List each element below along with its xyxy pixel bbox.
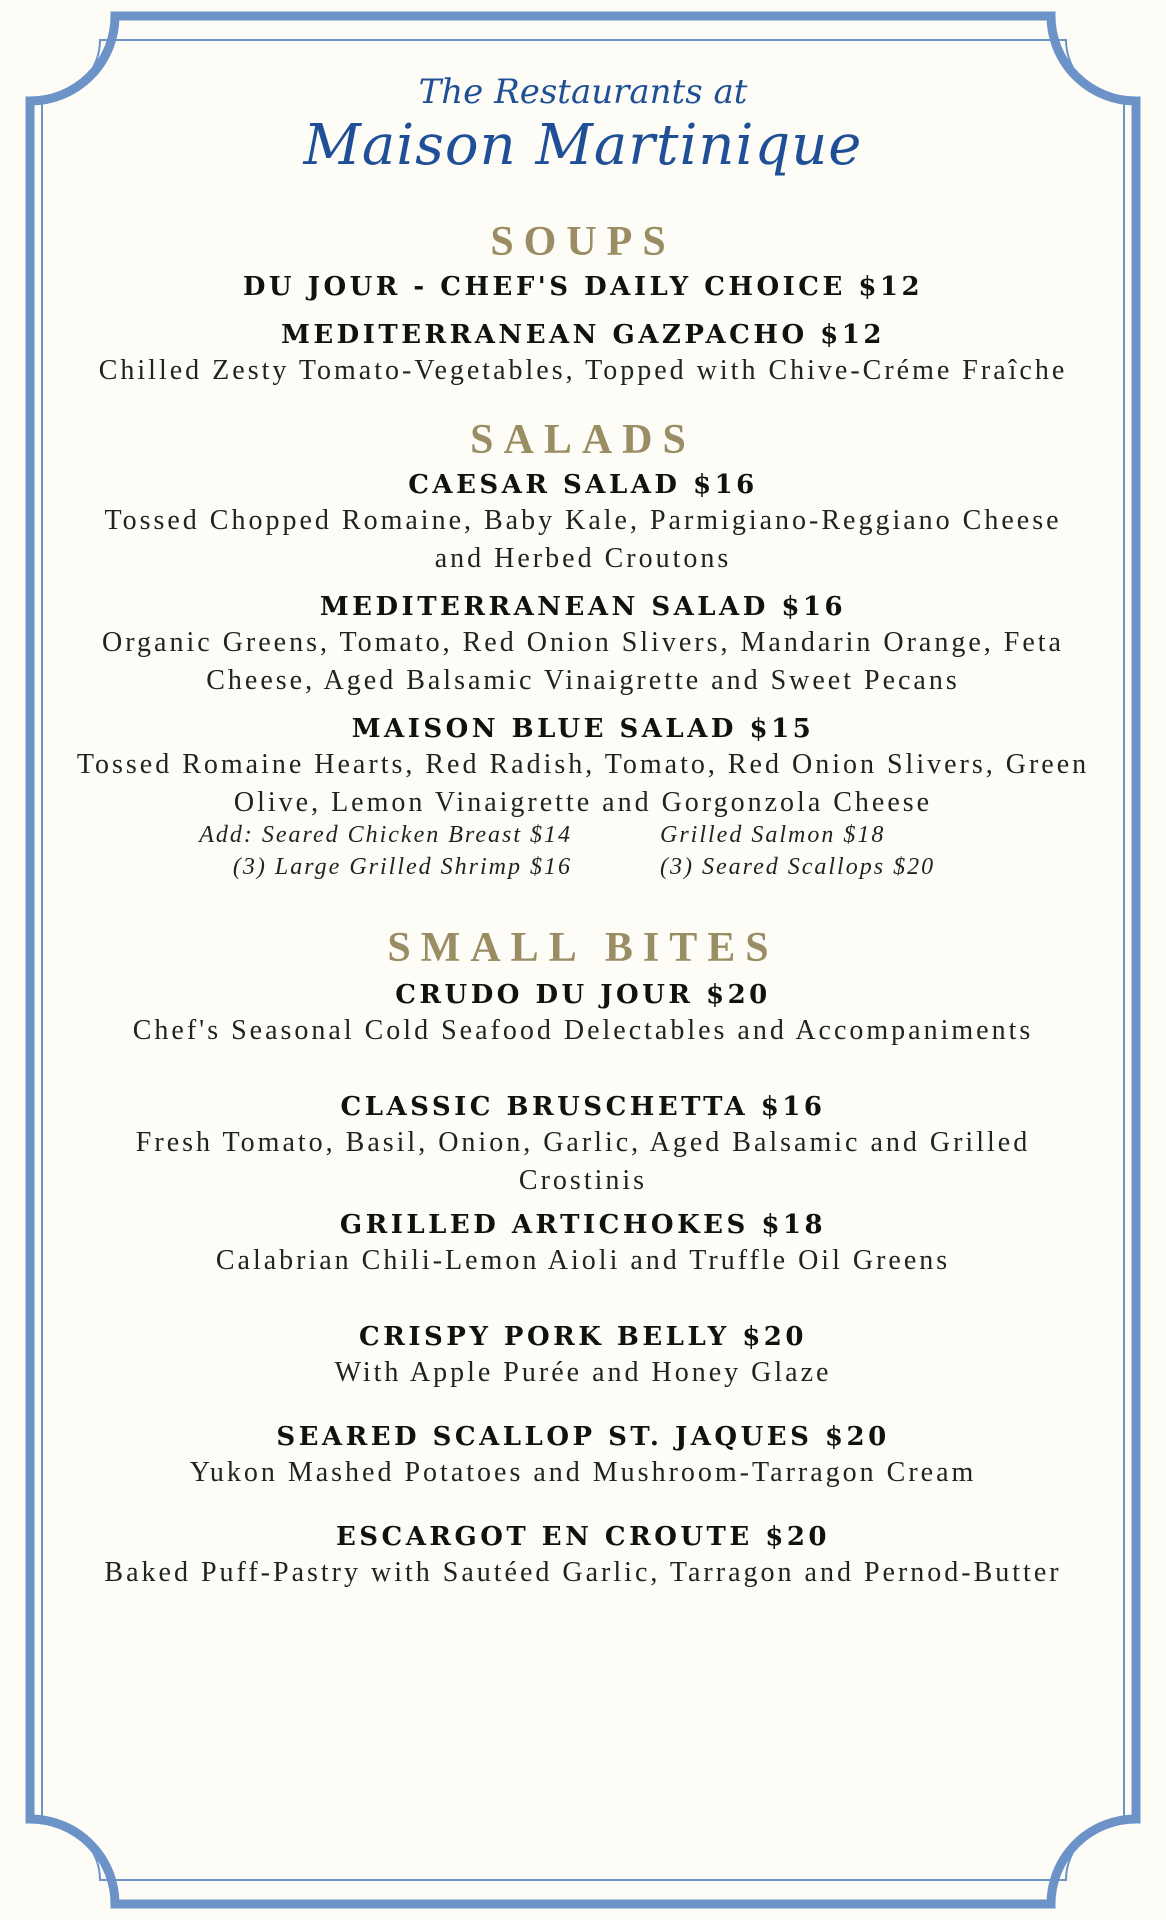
menu-item-title: CLASSIC BRUSCHETTA $16 xyxy=(340,1092,826,1122)
addon-item: (3) Large Grilled Shrimp $16 xyxy=(232,854,572,880)
menu-item-title: DU JOUR - CHEF'S DAILY CHOICE $12 xyxy=(242,272,924,302)
addon-item: (3) Seared Scallops $20 xyxy=(660,854,936,880)
menu-item-title: SEARED SCALLOP ST. JAQUES $20 xyxy=(276,1422,890,1452)
menu-item-title: GRILLED ARTICHOKES $18 xyxy=(339,1210,827,1240)
menu-content xyxy=(70,70,1096,1592)
menu-item-description: Baked Puff-Pastry with Sautéed Garlic, Tarragon and Pernod-Butter xyxy=(104,1557,1062,1588)
section-title-salads: SALADS xyxy=(470,417,696,463)
menu-item-title: MAISON BLUE SALAD $15 xyxy=(351,714,815,744)
menu-item-description: Calabrian Chili-Lemon Aioli and Truffle Oil Greens xyxy=(215,1245,951,1276)
addon-item: Add: Seared Chicken Breast $14 xyxy=(199,822,572,848)
menu-item-description: Chef's Seasonal Cold Seafood Delectables and Accompaniments xyxy=(132,1015,1034,1046)
menu-item-description: Tossed Romaine Hearts, Red Radish, Tomato, Red Onion Slivers, Green Olive, Lemon Vinaigrette and Gorgonzola Cheese xyxy=(76,749,1090,818)
menu-item-title: MEDITERRANEAN SALAD $16 xyxy=(319,592,847,622)
menu-item-description: With Apple Purée and Honey Glaze xyxy=(334,1357,832,1388)
brand-subtitle: The Restaurants at xyxy=(418,72,748,112)
menu-item-title: ESCARGOT EN CROUTE $20 xyxy=(335,1522,831,1552)
brand-title: Maison Martinique xyxy=(303,113,863,178)
menu-item-description: Organic Greens, Tomato, Red Onion Slivers, Mandarin Orange, Feta Cheese, Aged Balsamic Vinaigrette and Sweet Pecans xyxy=(102,627,1064,696)
menu-item-description: Yukon Mashed Potatoes and Mushroom-Tarragon Cream xyxy=(189,1457,977,1488)
menu-item-title: CRUDO DU JOUR $20 xyxy=(395,980,771,1010)
section-title-soups: SOUPS xyxy=(490,219,676,265)
section-title-small-bites: SMALL BITES xyxy=(387,925,779,971)
menu-item-description: Fresh Tomato, Basil, Onion, Garlic, Aged Balsamic and Grilled Crostinis xyxy=(135,1127,1031,1196)
menu-item-title: MEDITERRANEAN GAZPACHO $12 xyxy=(281,320,885,350)
addon-item: Grilled Salmon $18 xyxy=(660,822,886,848)
menu-item-description: Tossed Chopped Romaine, Baby Kale, Parmigiano-Reggiano Cheese and Herbed Croutons xyxy=(104,505,1062,574)
menu-item-title: CAESAR SALAD $16 xyxy=(408,470,758,500)
menu-item-title: CRISPY PORK BELLY $20 xyxy=(359,1322,807,1352)
salad-addons xyxy=(70,822,1096,890)
menu-item-description: Chilled Zesty Tomato-Vegetables, Topped with Chive-Créme Fraîche xyxy=(98,355,1068,386)
